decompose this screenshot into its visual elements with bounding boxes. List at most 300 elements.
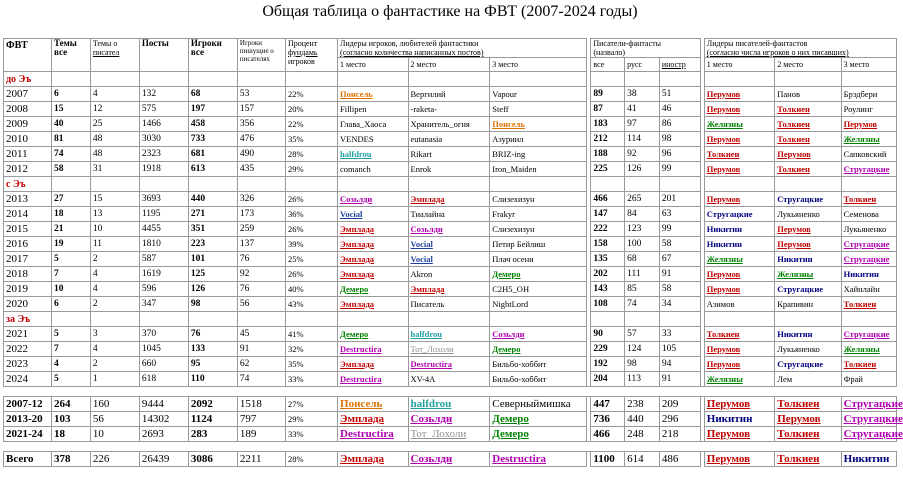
player-leader-2: [408, 117, 490, 132]
writer-leader-name: Толкиен: [777, 163, 810, 174]
player-leader-name: comanch: [340, 163, 371, 174]
year-cell: 2020: [4, 297, 52, 312]
percent-cell: 35%: [285, 132, 337, 147]
player-leader-name: Эмплада: [410, 193, 445, 204]
section-row: [4, 72, 897, 87]
players-all-cell: 76: [188, 327, 237, 342]
writer-leader-2: [775, 237, 841, 252]
writers-foreign-cell: 51: [659, 87, 700, 102]
writer-leader-3: [841, 427, 903, 442]
writers-rus-cell: 113: [625, 372, 660, 387]
writer-leader-2: [775, 327, 841, 342]
table-row: [4, 102, 897, 117]
writer-leader-3: [841, 327, 896, 342]
writer-leader-2: [775, 342, 841, 357]
writer-leader-name: Желязны: [706, 118, 743, 129]
writer-leader-2: [775, 267, 841, 282]
topics-all-cell: 5: [52, 372, 91, 387]
section-empty-cell: [237, 72, 285, 87]
writer-leader-1: [704, 102, 774, 117]
section-empty-cell: [490, 177, 587, 192]
player-leader-3: [490, 452, 587, 467]
topics-writers-cell: 226: [90, 452, 139, 467]
player-leader-1: [338, 397, 408, 412]
posts-cell: 1195: [139, 207, 188, 222]
header-writers-title: Писатели-фантасты: [593, 39, 661, 48]
writers-foreign-cell: 296: [659, 412, 700, 427]
writers-foreign-cell: 98: [659, 132, 700, 147]
section-empty-cell: [625, 312, 660, 327]
percent-cell: 28%: [285, 147, 337, 162]
player-leader-name: Созьлди: [410, 412, 453, 425]
players-writing-cell: 2211: [237, 452, 285, 467]
year-cell: 2018: [4, 267, 52, 282]
players-all-cell: 271: [188, 207, 237, 222]
player-leader-name: Северныймишка: [492, 397, 571, 410]
year-cell: 2014: [4, 207, 52, 222]
percent-cell: 33%: [285, 372, 337, 387]
player-leader-1: [338, 412, 408, 427]
table-row: [4, 117, 897, 132]
writer-leader-1: [704, 372, 774, 387]
page-title: Общая таблица о фантастике на ФВТ (2007-2024 годы): [262, 3, 638, 20]
player-leader-name: Демеро: [492, 343, 521, 354]
section-empty-cell: [285, 312, 337, 327]
writer-leader-name: Толкиен: [777, 452, 820, 465]
percent-cell: 26%: [285, 267, 337, 282]
players-all-cell: 95: [188, 357, 237, 372]
player-leader-name: Понсель: [340, 397, 383, 410]
writer-leader-3: [841, 412, 903, 427]
writers-foreign-cell: 91: [659, 267, 700, 282]
table-row: [4, 397, 897, 412]
players-writing-cell: 62: [237, 357, 285, 372]
players-all-cell: 125: [188, 267, 237, 282]
percent-cell: 41%: [285, 327, 337, 342]
topics-writers-cell: 4: [90, 342, 139, 357]
players-writing-cell: 74: [237, 372, 285, 387]
writer-leader-name: Лукьяненко: [777, 343, 820, 354]
posts-cell: 587: [139, 252, 188, 267]
player-leader-1: [338, 452, 408, 467]
player-leader-3: [490, 207, 587, 222]
player-leader-3: [490, 282, 587, 297]
player-leader-name: Азуриил: [492, 133, 524, 144]
posts-cell: 26439: [139, 452, 188, 467]
writers-rus-cell: 100: [625, 237, 660, 252]
player-leader-name: Vocial: [410, 238, 433, 249]
writer-leader-1: [704, 327, 774, 342]
writer-leader-2: [775, 252, 841, 267]
players-all-cell: 613: [188, 162, 237, 177]
spacer-cell: [4, 387, 897, 397]
player-leader-name: Хранитель_огня: [410, 118, 470, 129]
player-leader-name: Понсель: [492, 118, 525, 129]
player-leader-1: [338, 297, 408, 312]
player-leader-2: [408, 222, 490, 237]
writers-all-cell: 108: [591, 297, 625, 312]
writer-leader-name: Перумов: [777, 223, 811, 234]
player-leader-name: Iron_Maiden: [492, 163, 537, 174]
header-fvt: ФВТ: [4, 39, 52, 72]
section-label: с Эъ: [4, 177, 52, 192]
header-players-writing: Игроки пишущие о писателях: [237, 39, 285, 72]
player-leader-1: [338, 237, 408, 252]
section-empty-cell: [188, 72, 237, 87]
topics-writers-cell: 10: [90, 427, 139, 442]
topics-writers-cell: 25: [90, 117, 139, 132]
table-row: [4, 427, 897, 442]
player-leader-name: Тот_Лохоли: [410, 427, 467, 440]
player-leader-name: Rikart: [410, 148, 432, 159]
section-empty-cell: [338, 72, 408, 87]
writers-rus-cell: 41: [625, 102, 660, 117]
writers-all-cell: 90: [591, 327, 625, 342]
players-writing-cell: 435: [237, 162, 285, 177]
writers-foreign-cell: 218: [659, 427, 700, 442]
players-writing-cell: 356: [237, 117, 285, 132]
writers-rus-cell: 111: [625, 267, 660, 282]
posts-cell: 370: [139, 327, 188, 342]
topics-all-cell: 7: [52, 342, 91, 357]
writer-leader-name: Стругацкие: [843, 397, 903, 410]
writer-leader-name: Стругацкие: [706, 208, 753, 219]
writer-leader-3: [841, 342, 896, 357]
spacer-row: [4, 387, 897, 397]
table-row: [4, 252, 897, 267]
players-all-cell: 223: [188, 237, 237, 252]
year-cell: 2021: [4, 327, 52, 342]
header-wleaders-title: Лидеры писателей-фантастов: [706, 39, 808, 48]
writers-all-cell: 183: [591, 117, 625, 132]
writer-leader-name: Перумов: [706, 358, 741, 369]
player-leader-name: Эмплада: [340, 253, 375, 264]
section-empty-cell: [90, 72, 139, 87]
table-row: [4, 282, 897, 297]
writers-all-cell: 466: [591, 427, 625, 442]
writer-leader-1: [704, 252, 774, 267]
writer-leader-3: [841, 222, 896, 237]
writer-leader-3: [841, 357, 896, 372]
writer-leader-2: [775, 297, 841, 312]
year-cell: 2019: [4, 282, 52, 297]
header-topics-o: Темы о: [92, 39, 118, 48]
posts-cell: 2323: [139, 147, 188, 162]
writers-all-cell: 225: [591, 162, 625, 177]
players-all-cell: 1124: [188, 412, 237, 427]
header-writers-sub: (назвало): [593, 48, 625, 57]
section-empty-cell: [285, 72, 337, 87]
writers-foreign-cell: 99: [659, 222, 700, 237]
player-leader-3: [490, 162, 587, 177]
header-place-1: 1 место: [338, 58, 408, 72]
section-empty-cell: [591, 177, 625, 192]
players-writing-cell: 189: [237, 427, 285, 442]
writer-leader-2: [775, 282, 841, 297]
players-writing-cell: 45: [237, 327, 285, 342]
year-cell: 2013-20: [4, 412, 52, 427]
writers-rus-cell: 74: [625, 297, 660, 312]
player-leader-3: [490, 147, 587, 162]
fantasy-summary-table: [3, 38, 903, 467]
table-row: [4, 372, 897, 387]
writers-foreign-cell: 46: [659, 102, 700, 117]
writer-leader-name: Никитин: [706, 238, 743, 249]
section-empty-cell: [591, 72, 625, 87]
writers-foreign-cell: 201: [659, 192, 700, 207]
player-leader-name: Enrok: [410, 163, 432, 174]
section-empty-cell: [490, 72, 587, 87]
writers-all-cell: 204: [591, 372, 625, 387]
header-percent-label: Процент: [287, 39, 318, 48]
players-all-cell: 98: [188, 297, 237, 312]
topics-all-cell: 4: [52, 357, 91, 372]
writer-leader-3: [841, 87, 896, 102]
writers-all-cell: 212: [591, 132, 625, 147]
section-label: за Эъ: [4, 312, 52, 327]
player-leader-name: Демеро: [492, 412, 529, 425]
player-leader-name: Вергилий: [410, 88, 446, 99]
player-leader-name: Демеро: [340, 283, 369, 294]
writers-rus-cell: 85: [625, 282, 660, 297]
player-leader-3: [490, 412, 587, 427]
players-writing-cell: 173: [237, 207, 285, 222]
player-leader-name: halfdrou: [410, 397, 452, 410]
player-leader-1: [338, 372, 408, 387]
posts-cell: 1619: [139, 267, 188, 282]
player-leader-name: Понсель: [340, 88, 373, 99]
section-empty-cell: [591, 312, 625, 327]
writers-all-cell: 192: [591, 357, 625, 372]
percent-cell: 32%: [285, 342, 337, 357]
writers-rus-cell: 97: [625, 117, 660, 132]
header-writers-foreign: иностр: [659, 58, 700, 72]
topics-writers-cell: 48: [90, 132, 139, 147]
writer-leader-3: [841, 267, 896, 282]
writer-leader-name: Перумов: [777, 412, 821, 425]
writer-leader-name: Лем: [777, 373, 793, 384]
section-empty-cell: [659, 177, 700, 192]
table-row: [4, 342, 897, 357]
percent-cell: 22%: [285, 117, 337, 132]
header-writer-leaders: [704, 39, 896, 58]
topics-all-cell: 7: [52, 267, 91, 282]
section-row: [4, 312, 897, 327]
player-leader-2: [408, 427, 490, 442]
player-leader-2: [408, 192, 490, 207]
writers-all-cell: 87: [591, 102, 625, 117]
player-leader-3: [490, 102, 587, 117]
topics-writers-cell: 1: [90, 372, 139, 387]
player-leader-2: [408, 102, 490, 117]
posts-cell: 1810: [139, 237, 188, 252]
percent-cell: 35%: [285, 357, 337, 372]
players-writing-cell: 259: [237, 222, 285, 237]
table-row: [4, 412, 897, 427]
writer-leader-2: [775, 427, 841, 442]
year-cell: 2010: [4, 132, 52, 147]
writer-leader-2: [775, 207, 841, 222]
percent-cell: 26%: [285, 192, 337, 207]
writer-leader-name: Лукьяненко: [843, 223, 887, 234]
section-empty-cell: [625, 72, 660, 87]
year-cell: 2024: [4, 372, 52, 387]
writers-all-cell: 143: [591, 282, 625, 297]
year-cell: 2011: [4, 147, 52, 162]
player-leader-1: [338, 207, 408, 222]
section-empty-cell: [704, 312, 774, 327]
section-empty-cell: [625, 177, 660, 192]
writer-leader-3: [841, 192, 896, 207]
writer-leader-1: [704, 222, 774, 237]
writers-all-cell: 158: [591, 237, 625, 252]
topics-writers-cell: 31: [90, 162, 139, 177]
header-writers-all: все: [591, 58, 625, 72]
writers-rus-cell: 98: [625, 357, 660, 372]
topics-writers-cell: 12: [90, 102, 139, 117]
player-leader-name: NightLord: [492, 298, 529, 309]
section-empty-cell: [237, 177, 285, 192]
writer-leader-3: [841, 147, 896, 162]
writers-rus-cell: 126: [625, 162, 660, 177]
topics-writers-cell: 3: [90, 327, 139, 342]
header-wplace-1: 1 место: [704, 58, 774, 72]
topics-all-cell: 18: [52, 207, 91, 222]
player-leader-name: Эмплада: [340, 298, 375, 309]
player-leader-name: -raketa-: [410, 103, 437, 114]
table-row: [4, 222, 897, 237]
header-topics-writers: [90, 39, 139, 72]
writer-leader-name: Перумов: [706, 343, 741, 354]
player-leader-2: [408, 397, 490, 412]
writer-leader-name: Никитин: [777, 253, 813, 264]
player-leader-2: [408, 327, 490, 342]
section-empty-cell: [139, 72, 188, 87]
player-leader-name: halfdrou: [410, 328, 443, 339]
player-leader-name: Destructira: [492, 452, 547, 465]
writer-leader-2: [775, 162, 841, 177]
topics-writers-cell: 48: [90, 147, 139, 162]
writers-rus-cell: 124: [625, 342, 660, 357]
section-empty-cell: [52, 72, 91, 87]
player-leader-name: Писатель: [410, 298, 445, 309]
percent-cell: 36%: [285, 207, 337, 222]
writers-rus-cell: 114: [625, 132, 660, 147]
writers-all-cell: 188: [591, 147, 625, 162]
topics-all-cell: 19: [52, 237, 91, 252]
player-leader-name: Тиалайна: [410, 208, 445, 219]
table-row: [4, 87, 897, 102]
writer-leader-3: [841, 132, 896, 147]
player-leader-name: BRIZ-ing: [492, 148, 526, 159]
writer-leader-1: [704, 412, 774, 427]
year-cell: 2007: [4, 87, 52, 102]
writers-foreign-cell: 58: [659, 237, 700, 252]
writer-leader-name: Роулинг: [843, 103, 873, 114]
writer-leader-2: [775, 147, 841, 162]
percent-cell: 25%: [285, 252, 337, 267]
writers-rus-cell: 248: [625, 427, 660, 442]
writer-leader-name: Азимов: [706, 298, 735, 309]
posts-cell: 3030: [139, 132, 188, 147]
player-leader-1: [338, 162, 408, 177]
player-leader-1: [338, 132, 408, 147]
writer-leader-2: [775, 372, 841, 387]
writer-leader-name: Перумов: [706, 397, 751, 410]
table-row: [4, 267, 897, 282]
player-leader-1: [338, 102, 408, 117]
writer-leader-3: [841, 237, 896, 252]
writer-leader-2: [775, 357, 841, 372]
header-percent-players: игроков: [287, 57, 315, 66]
year-cell: 2008: [4, 102, 52, 117]
writer-leader-1: [704, 162, 774, 177]
writers-all-cell: 135: [591, 252, 625, 267]
topics-all-cell: 21: [52, 222, 91, 237]
players-writing-cell: 53: [237, 87, 285, 102]
table-row: [4, 132, 897, 147]
writer-leader-3: [841, 297, 896, 312]
player-leader-name: Эмплада: [340, 452, 385, 465]
writer-leader-name: Никитин: [706, 223, 743, 234]
section-empty-cell: [338, 312, 408, 327]
players-all-cell: 681: [188, 147, 237, 162]
writer-leader-1: [704, 87, 774, 102]
writers-foreign-cell: 486: [659, 452, 700, 467]
player-leader-name: halfdrou: [340, 148, 372, 159]
topics-writers-cell: 160: [90, 397, 139, 412]
writer-leader-3: [841, 252, 896, 267]
writers-rus-cell: 68: [625, 252, 660, 267]
writer-leader-name: Толкиен: [777, 103, 810, 114]
topics-all-cell: 74: [52, 147, 91, 162]
writer-leader-name: Стругацкие: [843, 163, 890, 174]
writer-leader-name: Толкиен: [777, 118, 810, 129]
topics-writers-cell: 4: [90, 282, 139, 297]
section-label: до Эъ: [4, 72, 52, 87]
table-row: [4, 357, 897, 372]
percent-cell: 29%: [285, 412, 337, 427]
topics-all-cell: 5: [52, 327, 91, 342]
writer-leader-1: [704, 147, 774, 162]
section-empty-cell: [408, 312, 490, 327]
players-writing-cell: 1518: [237, 397, 285, 412]
writer-leader-2: [775, 117, 841, 132]
section-empty-cell: [490, 312, 587, 327]
year-cell: 2016: [4, 237, 52, 252]
writer-leader-3: [841, 162, 896, 177]
writers-foreign-cell: 209: [659, 397, 700, 412]
topics-all-cell: 264: [52, 397, 91, 412]
player-leader-name: Akron: [410, 268, 433, 279]
player-leader-name: Демеро: [340, 328, 369, 339]
writer-leader-1: [704, 427, 774, 442]
table-row: [4, 147, 897, 162]
player-leader-name: Steff: [492, 103, 509, 114]
writer-leader-name: Желязны: [843, 133, 880, 144]
spacer-row: [4, 442, 897, 452]
writer-leader-name: Толкиен: [777, 427, 820, 440]
table-row: [4, 207, 897, 222]
writers-foreign-cell: 96: [659, 147, 700, 162]
writer-leader-name: Брэдбери: [843, 88, 878, 99]
player-leader-1: [338, 192, 408, 207]
section-empty-cell: [139, 177, 188, 192]
writer-leader-name: Желязны: [777, 268, 814, 279]
topics-all-cell: 6: [52, 297, 91, 312]
topics-writers-cell: 4: [90, 267, 139, 282]
writers-foreign-cell: 94: [659, 357, 700, 372]
